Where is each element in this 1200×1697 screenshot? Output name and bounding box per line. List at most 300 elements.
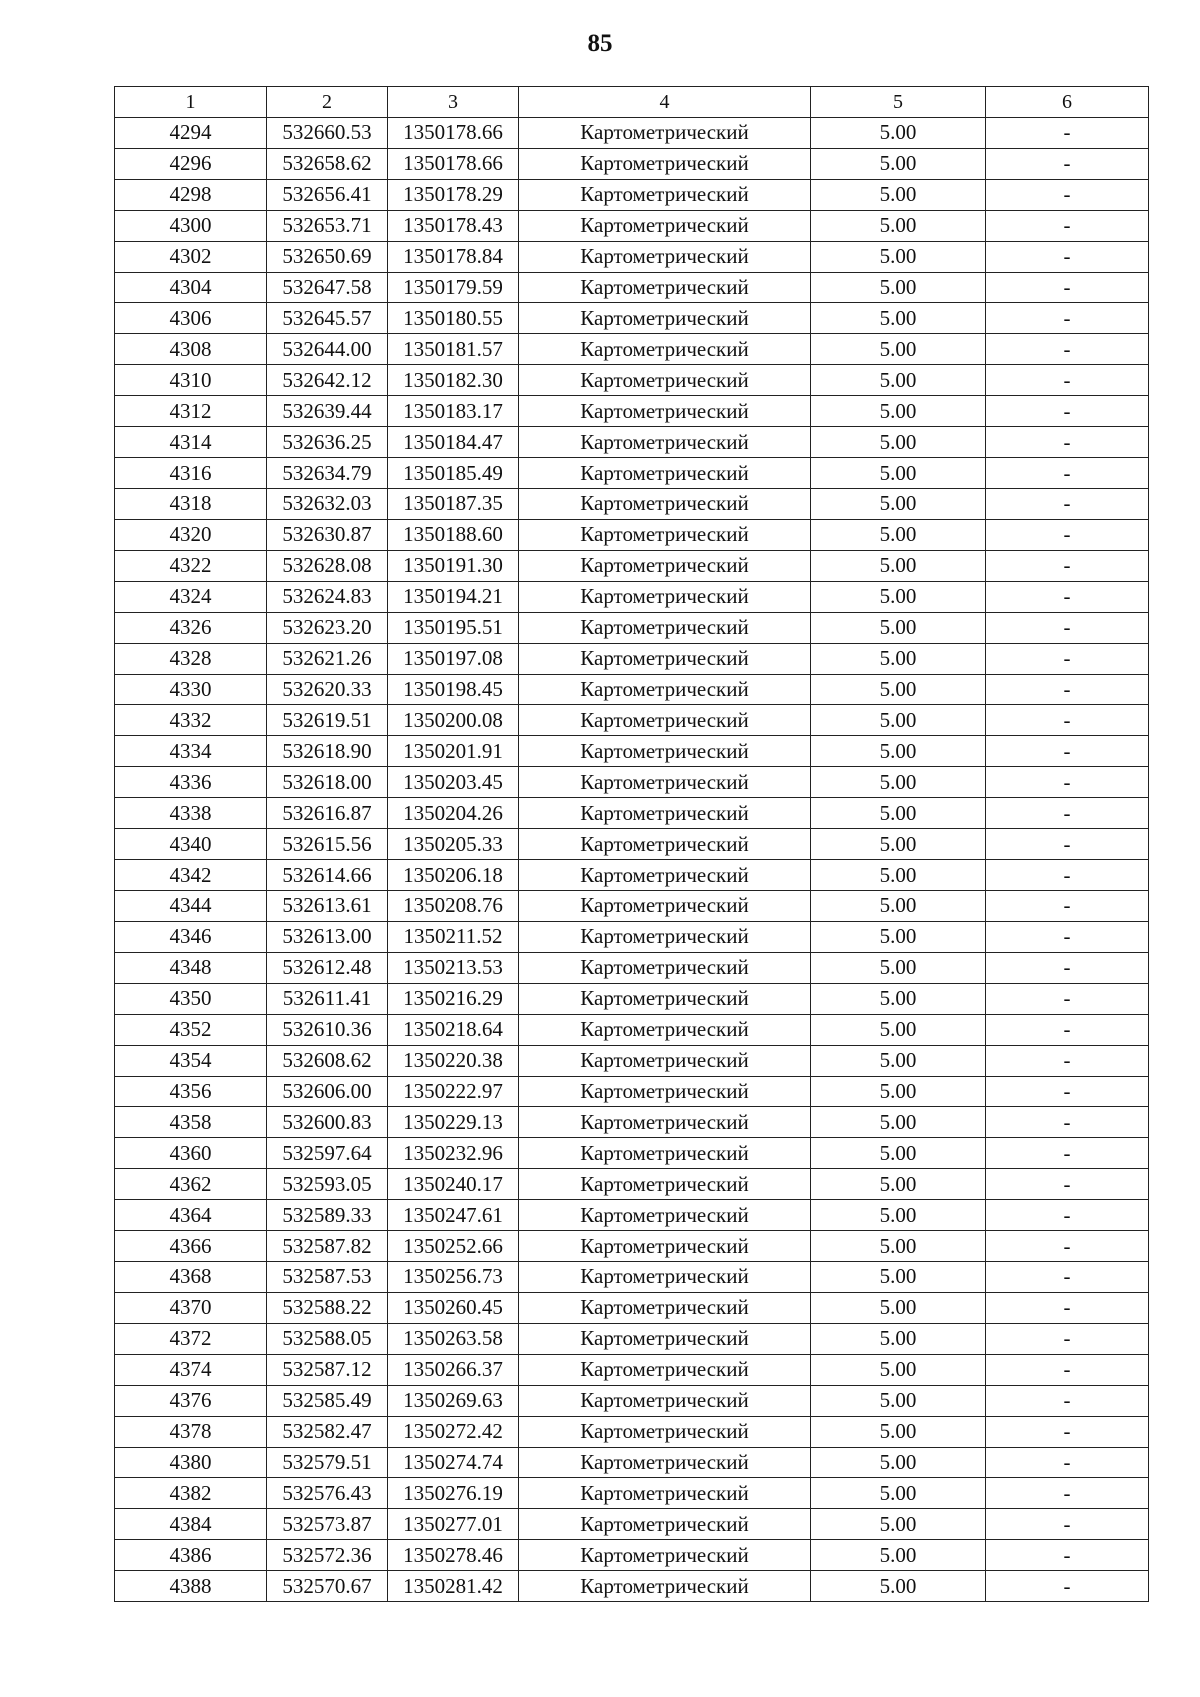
note-cell: - (986, 519, 1149, 550)
note-cell: - (986, 488, 1149, 519)
y-coordinate-cell: 1350187.35 (388, 488, 519, 519)
method-cell: Картометрический (519, 1323, 811, 1354)
note-cell: - (986, 1292, 1149, 1323)
method-cell: Картометрический (519, 519, 811, 550)
table-row (115, 1478, 1149, 1509)
x-coordinate-cell: 532644.00 (267, 334, 388, 365)
x-coordinate-cell: 532572.36 (267, 1540, 388, 1571)
method-cell: Картометрический (519, 612, 811, 643)
table-row (115, 1045, 1149, 1076)
y-coordinate-cell: 1350208.76 (388, 890, 519, 921)
note-cell: - (986, 612, 1149, 643)
y-coordinate-cell: 1350216.29 (388, 983, 519, 1014)
method-cell: Картометрический (519, 117, 811, 148)
accuracy-cell: 5.00 (811, 488, 986, 519)
table-row (115, 767, 1149, 798)
point-number-cell: 4326 (115, 612, 267, 643)
y-coordinate-cell: 1350178.66 (388, 148, 519, 179)
accuracy-cell: 5.00 (811, 705, 986, 736)
method-cell: Картометрический (519, 1478, 811, 1509)
method-cell: Картометрический (519, 643, 811, 674)
point-number-cell: 4318 (115, 488, 267, 519)
method-cell: Картометрический (519, 952, 811, 983)
table-row (115, 612, 1149, 643)
table-row (115, 210, 1149, 241)
y-coordinate-cell: 1350182.30 (388, 365, 519, 396)
x-coordinate-cell: 532588.22 (267, 1292, 388, 1323)
table-row (115, 1014, 1149, 1045)
table-row (115, 272, 1149, 303)
point-number-cell: 4300 (115, 210, 267, 241)
page-number: 85 (587, 30, 613, 57)
x-coordinate-cell: 532634.79 (267, 458, 388, 489)
method-cell: Картометрический (519, 488, 811, 519)
point-number-cell: 4304 (115, 272, 267, 303)
table-row (115, 952, 1149, 983)
x-coordinate-cell: 532593.05 (267, 1169, 388, 1200)
table-row (115, 1416, 1149, 1447)
point-number-cell: 4328 (115, 643, 267, 674)
method-cell: Картометрический (519, 550, 811, 581)
point-number-cell: 4294 (115, 117, 267, 148)
note-cell: - (986, 1076, 1149, 1107)
method-cell: Картометрический (519, 1045, 811, 1076)
accuracy-cell: 5.00 (811, 1416, 986, 1447)
point-number-cell: 4358 (115, 1107, 267, 1138)
note-cell: - (986, 829, 1149, 860)
table-row (115, 829, 1149, 860)
point-number-cell: 4348 (115, 952, 267, 983)
y-coordinate-cell: 1350269.63 (388, 1385, 519, 1416)
point-number-cell: 4334 (115, 736, 267, 767)
x-coordinate-cell: 532608.62 (267, 1045, 388, 1076)
table-row (115, 1076, 1149, 1107)
point-number-cell: 4314 (115, 427, 267, 458)
point-number-cell: 4308 (115, 334, 267, 365)
note-cell: - (986, 1045, 1149, 1076)
note-cell: - (986, 983, 1149, 1014)
x-coordinate-cell: 532645.57 (267, 303, 388, 334)
x-coordinate-cell: 532619.51 (267, 705, 388, 736)
method-cell: Картометрический (519, 1262, 811, 1293)
table-row (115, 1385, 1149, 1416)
table-row (115, 1509, 1149, 1540)
y-coordinate-cell: 1350278.46 (388, 1540, 519, 1571)
accuracy-cell: 5.00 (811, 829, 986, 860)
x-coordinate-cell: 532570.67 (267, 1571, 388, 1602)
point-number-cell: 4376 (115, 1385, 267, 1416)
x-coordinate-cell: 532618.00 (267, 767, 388, 798)
note-cell: - (986, 1571, 1149, 1602)
y-coordinate-cell: 1350183.17 (388, 396, 519, 427)
method-cell: Картометрический (519, 1076, 811, 1107)
y-coordinate-cell: 1350272.42 (388, 1416, 519, 1447)
header-row (115, 87, 1149, 118)
x-coordinate-cell: 532610.36 (267, 1014, 388, 1045)
column-header-4: 4 (519, 87, 811, 118)
accuracy-cell: 5.00 (811, 1292, 986, 1323)
y-coordinate-cell: 1350222.97 (388, 1076, 519, 1107)
table-row (115, 303, 1149, 334)
x-coordinate-cell: 532615.56 (267, 829, 388, 860)
method-cell: Картометрический (519, 303, 811, 334)
accuracy-cell: 5.00 (811, 396, 986, 427)
x-coordinate-cell: 532585.49 (267, 1385, 388, 1416)
point-number-cell: 4362 (115, 1169, 267, 1200)
point-number-cell: 4388 (115, 1571, 267, 1602)
table-row (115, 921, 1149, 952)
y-coordinate-cell: 1350252.66 (388, 1231, 519, 1262)
y-coordinate-cell: 1350195.51 (388, 612, 519, 643)
note-cell: - (986, 674, 1149, 705)
note-cell: - (986, 767, 1149, 798)
method-cell: Картометрический (519, 365, 811, 396)
column-header-6: 6 (986, 87, 1149, 118)
note-cell: - (986, 427, 1149, 458)
accuracy-cell: 5.00 (811, 643, 986, 674)
x-coordinate-cell: 532642.12 (267, 365, 388, 396)
y-coordinate-cell: 1350184.47 (388, 427, 519, 458)
accuracy-cell: 5.00 (811, 272, 986, 303)
point-number-cell: 4340 (115, 829, 267, 860)
method-cell: Картометрический (519, 179, 811, 210)
column-header-1: 1 (115, 87, 267, 118)
method-cell: Картометрический (519, 1107, 811, 1138)
x-coordinate-cell: 532588.05 (267, 1323, 388, 1354)
method-cell: Картометрический (519, 1231, 811, 1262)
note-cell: - (986, 1169, 1149, 1200)
point-number-cell: 4366 (115, 1231, 267, 1262)
y-coordinate-cell: 1350203.45 (388, 767, 519, 798)
y-coordinate-cell: 1350213.53 (388, 952, 519, 983)
x-coordinate-cell: 532630.87 (267, 519, 388, 550)
x-coordinate-cell: 532653.71 (267, 210, 388, 241)
method-cell: Картометрический (519, 148, 811, 179)
note-cell: - (986, 1540, 1149, 1571)
table-row (115, 241, 1149, 272)
accuracy-cell: 5.00 (811, 1200, 986, 1231)
x-coordinate-cell: 532614.66 (267, 860, 388, 891)
x-coordinate-cell: 532576.43 (267, 1478, 388, 1509)
column-header-2: 2 (267, 87, 388, 118)
table-row (115, 674, 1149, 705)
point-number-cell: 4372 (115, 1323, 267, 1354)
x-coordinate-cell: 532611.41 (267, 983, 388, 1014)
table-row (115, 334, 1149, 365)
note-cell: - (986, 334, 1149, 365)
y-coordinate-cell: 1350247.61 (388, 1200, 519, 1231)
accuracy-cell: 5.00 (811, 581, 986, 612)
y-coordinate-cell: 1350205.33 (388, 829, 519, 860)
y-coordinate-cell: 1350206.18 (388, 860, 519, 891)
x-coordinate-cell: 532597.64 (267, 1138, 388, 1169)
table-row (115, 427, 1149, 458)
table-row (115, 1169, 1149, 1200)
note-cell: - (986, 1416, 1149, 1447)
accuracy-cell: 5.00 (811, 334, 986, 365)
note-cell: - (986, 890, 1149, 921)
point-number-cell: 4330 (115, 674, 267, 705)
method-cell: Картометрический (519, 427, 811, 458)
column-header-5: 5 (811, 87, 986, 118)
point-number-cell: 4306 (115, 303, 267, 334)
note-cell: - (986, 1478, 1149, 1509)
table-row (115, 581, 1149, 612)
accuracy-cell: 5.00 (811, 303, 986, 334)
accuracy-cell: 5.00 (811, 1014, 986, 1045)
accuracy-cell: 5.00 (811, 458, 986, 489)
point-number-cell: 4310 (115, 365, 267, 396)
method-cell: Картометрический (519, 1014, 811, 1045)
method-cell: Картометрический (519, 1292, 811, 1323)
y-coordinate-cell: 1350266.37 (388, 1354, 519, 1385)
method-cell: Картометрический (519, 458, 811, 489)
method-cell: Картометрический (519, 798, 811, 829)
accuracy-cell: 5.00 (811, 1045, 986, 1076)
point-number-cell: 4370 (115, 1292, 267, 1323)
table-row (115, 1138, 1149, 1169)
method-cell: Картометрический (519, 1354, 811, 1385)
x-coordinate-cell: 532587.82 (267, 1231, 388, 1262)
note-cell: - (986, 458, 1149, 489)
accuracy-cell: 5.00 (811, 1509, 986, 1540)
table-row (115, 705, 1149, 736)
x-coordinate-cell: 532621.26 (267, 643, 388, 674)
table-row (115, 1323, 1149, 1354)
method-cell: Картометрический (519, 705, 811, 736)
note-cell: - (986, 860, 1149, 891)
accuracy-cell: 5.00 (811, 550, 986, 581)
method-cell: Картометрический (519, 1200, 811, 1231)
note-cell: - (986, 1200, 1149, 1231)
note-cell: - (986, 117, 1149, 148)
x-coordinate-cell: 532573.87 (267, 1509, 388, 1540)
x-coordinate-cell: 532618.90 (267, 736, 388, 767)
y-coordinate-cell: 1350178.43 (388, 210, 519, 241)
x-coordinate-cell: 532658.62 (267, 148, 388, 179)
method-cell: Картометрический (519, 890, 811, 921)
point-number-cell: 4296 (115, 148, 267, 179)
point-number-cell: 4384 (115, 1509, 267, 1540)
method-cell: Картометрический (519, 860, 811, 891)
point-number-cell: 4352 (115, 1014, 267, 1045)
accuracy-cell: 5.00 (811, 1571, 986, 1602)
y-coordinate-cell: 1350218.64 (388, 1014, 519, 1045)
table-body (115, 117, 1149, 1601)
accuracy-cell: 5.00 (811, 767, 986, 798)
method-cell: Картометрический (519, 674, 811, 705)
note-cell: - (986, 1262, 1149, 1293)
y-coordinate-cell: 1350276.19 (388, 1478, 519, 1509)
table-row (115, 983, 1149, 1014)
table-row (115, 148, 1149, 179)
table-row (115, 1262, 1149, 1293)
x-coordinate-cell: 532624.83 (267, 581, 388, 612)
accuracy-cell: 5.00 (811, 1385, 986, 1416)
accuracy-cell: 5.00 (811, 921, 986, 952)
accuracy-cell: 5.00 (811, 736, 986, 767)
note-cell: - (986, 179, 1149, 210)
table-row (115, 1200, 1149, 1231)
method-cell: Картометрический (519, 1138, 811, 1169)
point-number-cell: 4360 (115, 1138, 267, 1169)
table-row (115, 519, 1149, 550)
y-coordinate-cell: 1350180.55 (388, 303, 519, 334)
table-row (115, 736, 1149, 767)
method-cell: Картометрический (519, 921, 811, 952)
note-cell: - (986, 705, 1149, 736)
accuracy-cell: 5.00 (811, 612, 986, 643)
x-coordinate-cell: 532660.53 (267, 117, 388, 148)
x-coordinate-cell: 532639.44 (267, 396, 388, 427)
method-cell: Картометрический (519, 241, 811, 272)
note-cell: - (986, 921, 1149, 952)
note-cell: - (986, 241, 1149, 272)
y-coordinate-cell: 1350179.59 (388, 272, 519, 303)
table-row (115, 890, 1149, 921)
note-cell: - (986, 303, 1149, 334)
note-cell: - (986, 1447, 1149, 1478)
accuracy-cell: 5.00 (811, 241, 986, 272)
point-number-cell: 4332 (115, 705, 267, 736)
table-row (115, 860, 1149, 891)
point-number-cell: 4346 (115, 921, 267, 952)
accuracy-cell: 5.00 (811, 1262, 986, 1293)
x-coordinate-cell: 532628.08 (267, 550, 388, 581)
method-cell: Картометрический (519, 210, 811, 241)
table-row (115, 117, 1149, 148)
x-coordinate-cell: 532587.53 (267, 1262, 388, 1293)
accuracy-cell: 5.00 (811, 1076, 986, 1107)
y-coordinate-cell: 1350232.96 (388, 1138, 519, 1169)
point-number-cell: 4322 (115, 550, 267, 581)
y-coordinate-cell: 1350178.66 (388, 117, 519, 148)
accuracy-cell: 5.00 (811, 210, 986, 241)
accuracy-cell: 5.00 (811, 148, 986, 179)
method-cell: Картометрический (519, 396, 811, 427)
accuracy-cell: 5.00 (811, 519, 986, 550)
x-coordinate-cell: 532632.03 (267, 488, 388, 519)
y-coordinate-cell: 1350201.91 (388, 736, 519, 767)
table-row (115, 1292, 1149, 1323)
table-row (115, 1540, 1149, 1571)
y-coordinate-cell: 1350200.08 (388, 705, 519, 736)
method-cell: Картометрический (519, 1571, 811, 1602)
note-cell: - (986, 1509, 1149, 1540)
point-number-cell: 4378 (115, 1416, 267, 1447)
method-cell: Картометрический (519, 1416, 811, 1447)
method-cell: Картометрический (519, 983, 811, 1014)
point-number-cell: 4320 (115, 519, 267, 550)
point-number-cell: 4380 (115, 1447, 267, 1478)
y-coordinate-cell: 1350263.58 (388, 1323, 519, 1354)
x-coordinate-cell: 532656.41 (267, 179, 388, 210)
method-cell: Картометрический (519, 1540, 811, 1571)
note-cell: - (986, 798, 1149, 829)
note-cell: - (986, 1231, 1149, 1262)
x-coordinate-cell: 532647.58 (267, 272, 388, 303)
point-number-cell: 4302 (115, 241, 267, 272)
table-row (115, 1571, 1149, 1602)
accuracy-cell: 5.00 (811, 1231, 986, 1262)
method-cell: Картометрический (519, 767, 811, 798)
y-coordinate-cell: 1350188.60 (388, 519, 519, 550)
y-coordinate-cell: 1350197.08 (388, 643, 519, 674)
y-coordinate-cell: 1350178.84 (388, 241, 519, 272)
method-cell: Картометрический (519, 1385, 811, 1416)
column-header-3: 3 (388, 87, 519, 118)
point-number-cell: 4354 (115, 1045, 267, 1076)
y-coordinate-cell: 1350220.38 (388, 1045, 519, 1076)
y-coordinate-cell: 1350204.26 (388, 798, 519, 829)
note-cell: - (986, 643, 1149, 674)
note-cell: - (986, 210, 1149, 241)
point-number-cell: 4342 (115, 860, 267, 891)
point-number-cell: 4364 (115, 1200, 267, 1231)
note-cell: - (986, 581, 1149, 612)
accuracy-cell: 5.00 (811, 1478, 986, 1509)
table-row (115, 1107, 1149, 1138)
y-coordinate-cell: 1350185.49 (388, 458, 519, 489)
note-cell: - (986, 396, 1149, 427)
y-coordinate-cell: 1350211.52 (388, 921, 519, 952)
accuracy-cell: 5.00 (811, 1447, 986, 1478)
note-cell: - (986, 550, 1149, 581)
point-number-cell: 4382 (115, 1478, 267, 1509)
table-row (115, 1231, 1149, 1262)
accuracy-cell: 5.00 (811, 1540, 986, 1571)
table-row (115, 798, 1149, 829)
table-row (115, 643, 1149, 674)
table-row (115, 365, 1149, 396)
x-coordinate-cell: 532582.47 (267, 1416, 388, 1447)
accuracy-cell: 5.00 (811, 1169, 986, 1200)
x-coordinate-cell: 532600.83 (267, 1107, 388, 1138)
y-coordinate-cell: 1350194.21 (388, 581, 519, 612)
note-cell: - (986, 1385, 1149, 1416)
accuracy-cell: 5.00 (811, 1354, 986, 1385)
x-coordinate-cell: 532650.69 (267, 241, 388, 272)
point-number-cell: 4298 (115, 179, 267, 210)
x-coordinate-cell: 532612.48 (267, 952, 388, 983)
note-cell: - (986, 736, 1149, 767)
point-number-cell: 4368 (115, 1262, 267, 1293)
x-coordinate-cell: 532613.61 (267, 890, 388, 921)
point-number-cell: 4338 (115, 798, 267, 829)
method-cell: Картометрический (519, 1169, 811, 1200)
method-cell: Картометрический (519, 1509, 811, 1540)
note-cell: - (986, 1107, 1149, 1138)
note-cell: - (986, 365, 1149, 396)
y-coordinate-cell: 1350229.13 (388, 1107, 519, 1138)
accuracy-cell: 5.00 (811, 890, 986, 921)
note-cell: - (986, 1014, 1149, 1045)
point-number-cell: 4316 (115, 458, 267, 489)
accuracy-cell: 5.00 (811, 860, 986, 891)
y-coordinate-cell: 1350274.74 (388, 1447, 519, 1478)
table-row (115, 396, 1149, 427)
accuracy-cell: 5.00 (811, 983, 986, 1014)
x-coordinate-cell: 532589.33 (267, 1200, 388, 1231)
method-cell: Картометрический (519, 272, 811, 303)
y-coordinate-cell: 1350240.17 (388, 1169, 519, 1200)
note-cell: - (986, 272, 1149, 303)
point-number-cell: 4356 (115, 1076, 267, 1107)
y-coordinate-cell: 1350191.30 (388, 550, 519, 581)
table-row (115, 1447, 1149, 1478)
point-number-cell: 4386 (115, 1540, 267, 1571)
note-cell: - (986, 148, 1149, 179)
